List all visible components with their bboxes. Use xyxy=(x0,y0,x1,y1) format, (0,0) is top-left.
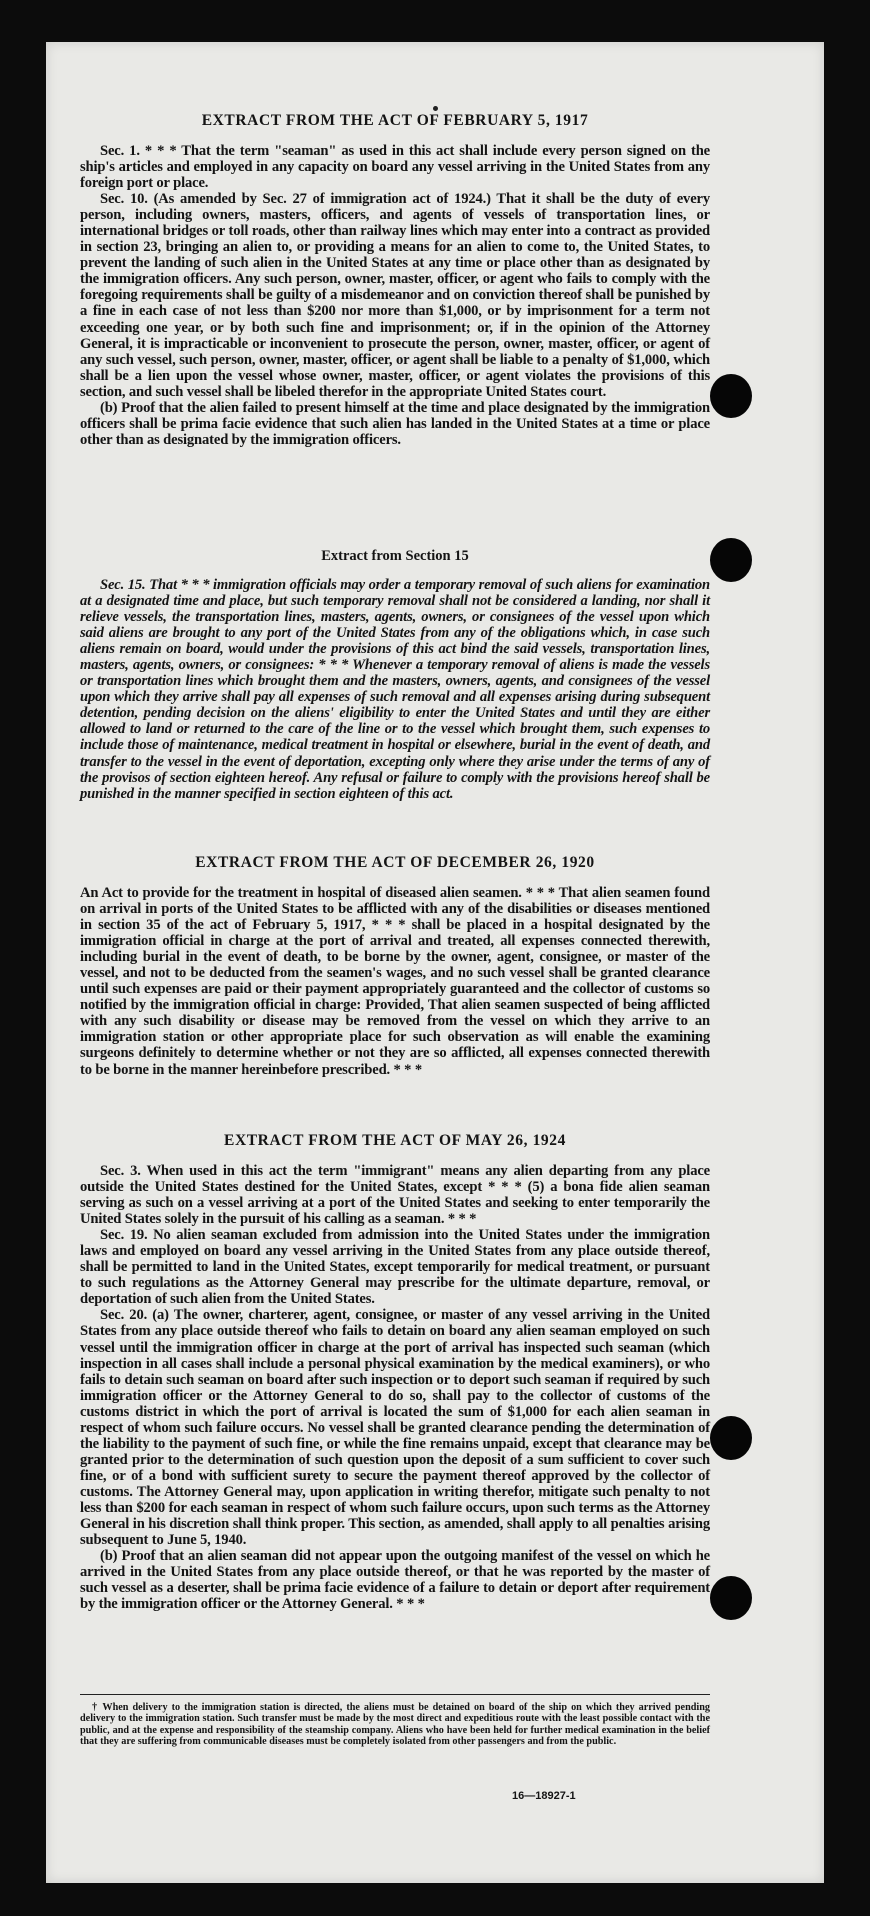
section-heading: EXTRACT FROM THE ACT OF MAY 26, 1924 xyxy=(224,1132,566,1149)
paragraph-sec-20a: Sec. 20. (a) The owner, charterer, agent, consignee, or master of any vessel arriving in the United States from any place outside thereof who fails to detain on board any alien seaman employed on such vessel until the immigration officer in charge at the port of arrival has inspected such seaman (which inspection in all cases shall include a personal physical examination by the medical examiners), or who fails to detain such seaman on board after such inspection or to deport such seaman if required by such immigration officer or the Attorney General to do so, shall pay to the collector of customs of the customs district in which the port of arrival is located the sum of $1,000 for each alien seaman in respect of whom such failure occurs. No vessel shall be granted clearance pending the determination of the liability to the payment of such fine, or while the fine remains unpaid, except that clearance may be granted prior to the determination of such question upon the deposit of a sum sufficient to cover such fine, or of a bond with sufficient surety to secure the payment thereof approved by the collector of customs. The Attorney General may, upon application in writing therefor, mitigate such penalty to not less than $200 for each seaman in respect of whom such failure occurs, upon such terms as the Attorney General in his discretion shall think proper. This section, as amended, shall apply to all penalties arising subsequent to June 5, 1940. xyxy=(80,1307,710,1549)
form-number: 16—18927-1 xyxy=(512,1790,576,1802)
paragraph-sec-20b: (b) Proof that an alien seaman did not appear upon the outgoing manifest of the vessel on which he arrived in the United States from any place outside thereof, or that he was reported by the master of such vessel as a deserter, shall be prima facie evidence of a failure to detain or deport after requirement by the immigration officer or the Attorney General. * * * xyxy=(80,1548,710,1613)
paragraph-sec-19: Sec. 19. No alien seaman excluded from admission into the United States under the immigration laws and employed on board any vessel arriving in the United States from any place outside thereof, shall be permitted to land in the United States, except temporarily for medical treatment, or pursuant to such regulations as the Attorney General may prescribe for the ultimate departure, removal, or deportation of such alien from the United States. xyxy=(80,1227,710,1308)
section-heading: EXTRACT FROM THE ACT OF FEBRUARY 5, 1917 xyxy=(201,112,589,129)
footnote xyxy=(80,1702,710,1747)
section-extract-15 xyxy=(80,548,710,802)
paragraph-sec-3: Sec. 3. When used in this act the term "immigrant" means any alien departing from any place outside the United States destined for the United States, except * * * (5) a bona fide alien seaman serving as such on a vessel arriving at a port of the United States and seeking to enter temporarily the United States solely in the pursuit of his calling as a seaman. * * * xyxy=(80,1163,710,1228)
punch-hole xyxy=(710,1416,752,1460)
footnote-text: † When delivery to the immigration station is directed, the aliens must be detained on board of the ship on which they arrived pending delivery to the immigration station. Such transfer must be made by the most direct and expeditious route with the least possible contact with the public, and at the expense and responsibility of the steamship company. Aliens who have been held for further medical examination in the belief that they are suffering from communicable diseases must be completely isolated from other passengers and from the public. xyxy=(80,1702,710,1747)
section-act-1917 xyxy=(80,112,710,448)
paragraph-sec-1: Sec. 1. * * * That the term "seaman" as used in this act shall include every person signed on the ship's articles and employed in any capacity on board any vessel arriving in the United States from any foreign port or place. xyxy=(80,143,710,192)
paragraph-sec-15: Sec. 15. That * * * immigration officials may order a temporary removal of such aliens for examination at a designated time and place, but such temporary removal shall not be considered a landing, nor shall it relieve vessels, the transportation lines, masters, agents, owners, or consignees of the vessel upon which said aliens are brought to any port of the United States from any of the obligations which, in case such aliens remain on board, would under the provisions of this act bind the said vessels, transportation lines, masters, agents, owners, or consignees: * * * Whenever a temporary removal of aliens is made the vessels or transportation lines which brought them and the masters, owners, agents, and consignees of the vessel upon which they arrive shall pay all expenses of such removal and all expenses arising during subsequent detention, pending decision on the aliens' eligibility to enter the United States and until they are either allowed to land or returned to the care of the line or to the vessel which brought them, such expenses to include those of maintenance, medical treatment in hospital or elsewhere, burial in the event of death, and transfer to the vessel in the event of deportation, excepting only where they arise under the terms of any of the provisos of section eighteen hereof. Any refusal or failure to comply with the provisions hereof shall be punished in the manner specified in section eighteen of this act. xyxy=(80,577,710,802)
paragraph-sec-10b: (b) Proof that the alien failed to present himself at the time and place designated by the immigration officers shall be prima facie evidence that such alien has landed in the United States at a time or place other than as designated by the immigration officers. xyxy=(80,399,710,448)
section-heading: Extract from Section 15 xyxy=(321,548,469,564)
punch-hole xyxy=(710,1576,752,1620)
ink-dot xyxy=(433,106,438,111)
paragraph-sec-10: Sec. 10. (As amended by Sec. 27 of immigration act of 1924.) That it shall be the duty of every person, including owners, masters, officers, and agents of vessels of transportation lines, or international bridges or toll roads, other than railway lines which may enter into a contract as provided in section 23, bringing an alien to, or providing a means for an alien to come to, the United States, to prevent the landing of such alien in the United States at any time or place other than as designated by the immigration officers. Any such person, owner, master, officer, or agent who fails to comply with the foregoing requirements shall be guilty of a misdemeanor and on conviction thereof shall be punished by a fine in each case of not less than $200 nor more than $1,000, or by imprisonment for a term not exceeding one year, or by both such fine and imprisonment; or, if in the opinion of the Attorney General, it is impracticable or inconvenient to prosecute the person, owner, master, officer, or agent of any such vessel, such person, owner, master, officer, or agent shall be liable to a penalty of $1,000, which shall be a lien upon the vessel whose owner, master, officer, or agent violates the provisions of this section, and such vessel shall be libeled therefor in the appropriate United States court. xyxy=(80,191,710,400)
section-act-1924 xyxy=(80,1132,710,1612)
section-act-1920 xyxy=(80,854,710,1078)
punch-hole xyxy=(710,538,752,582)
section-heading: EXTRACT FROM THE ACT OF DECEMBER 26, 1920 xyxy=(195,854,595,871)
paragraph-act-1920: An Act to provide for the treatment in hospital of diseased alien seamen. * * * That alien seamen found on arrival in ports of the United States to be afflicted with any of the disabilities or diseases mentioned in section 35 of the act of February 5, 1917, * * * shall be placed in a hospital designated by the immigration official in charge at the port of arrival and treated, all expenses connected therewith, including burial in the event of death, to be borne by the owner, agent, consignee, or master of the vessel, and not to be deducted from the seamen's wages, and no such vessel shall be granted clearance until such expenses are paid or their payment appropriately guaranteed and the collector of customs so notified by the immigration official in charge: Provided, That alien seamen suspected of being afflicted with any such disability or disease may be removed from the vessel on which they arrive to an immigration station or other appropriate place for such observation as will enable the examining surgeons definitely to determine whether or not they are so afflicted, all expenses connected therewith to be borne in the manner hereinbefore prescribed. * * * xyxy=(80,885,710,1078)
footnote-divider xyxy=(80,1694,710,1695)
punch-hole xyxy=(710,374,752,418)
